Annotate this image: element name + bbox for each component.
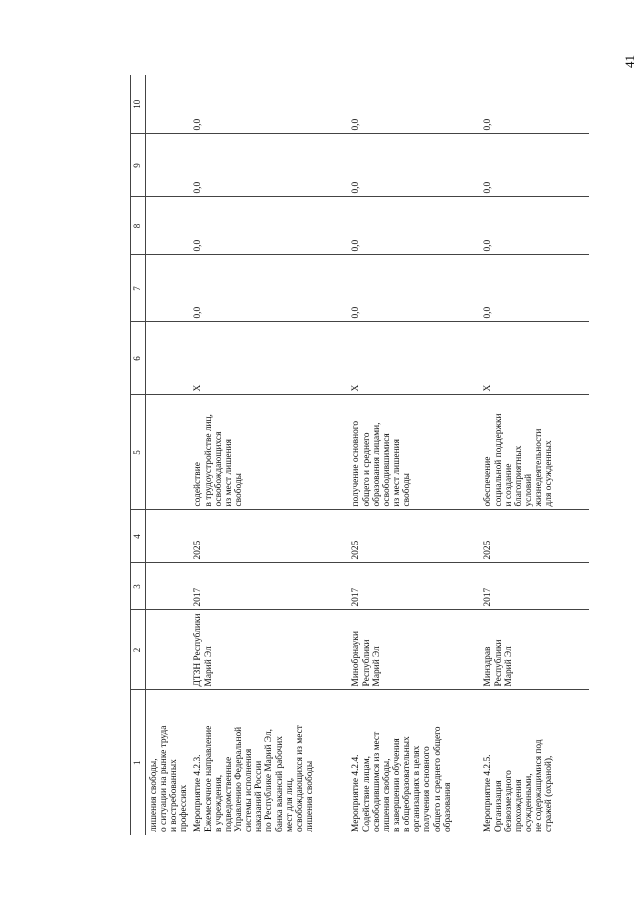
- start-year-cell: [145, 563, 191, 610]
- start-year-cell: 2017: [481, 563, 589, 610]
- funding-cell: 0,0: [191, 197, 349, 255]
- table-row: [349, 75, 481, 835]
- expected-result-cell: получение основного общего и среднего образования лицами, освободившимися из мест лишения свободы: [349, 395, 481, 510]
- header-cell: 7: [131, 255, 146, 322]
- header-cell: 9: [131, 134, 146, 197]
- funding-cell: 0,0: [191, 134, 349, 197]
- funding-cell: [145, 197, 191, 255]
- table-row: [481, 75, 589, 835]
- header-cell: 2: [131, 610, 146, 690]
- rotated-table-sheet: [130, 75, 625, 835]
- expected-result-cell: [145, 395, 191, 510]
- funding-cell: 0,0: [349, 255, 481, 322]
- indicator-cell: Х: [191, 322, 349, 395]
- end-year-cell: [145, 510, 191, 563]
- executor-cell: Минздрав Республики Марий Эл: [481, 610, 589, 690]
- indicator-cell: Х: [481, 322, 589, 395]
- end-year-cell: 2025: [349, 510, 481, 563]
- table-row: [191, 75, 349, 835]
- activity-description: Мероприятие 4.2.5. Организация безвозмездного прохождения осужденными, не содержащимися под стражей (охраной),: [483, 739, 555, 832]
- table-header-row: [131, 75, 146, 835]
- funding-cell: 0,0: [481, 75, 589, 134]
- executor-cell: Минобрнауки Республики Марий Эл: [349, 610, 481, 690]
- header-cell: 3: [131, 563, 146, 610]
- funding-cell: 0,0: [191, 75, 349, 134]
- header-cell: 10: [131, 75, 146, 134]
- funding-cell: 0,0: [191, 255, 349, 322]
- expected-result-cell: содействие в трудоустройстве лиц, освобождающихся из мест лишения свободы: [191, 395, 349, 510]
- activity-description: Мероприятие 4.2.4. Содействие лицам, освободившимся из мест лишения свободы, в завершении обучения в общеобразовательных организациях в целях получения основного общего и среднего общего образования: [351, 726, 453, 832]
- start-year-cell: 2017: [191, 563, 349, 610]
- header-cell: 5: [131, 395, 146, 510]
- funding-cell: [145, 134, 191, 197]
- page-number: 41: [622, 55, 637, 68]
- funding-cell: 0,0: [349, 75, 481, 134]
- funding-cell: 0,0: [349, 197, 481, 255]
- funding-cell: 0,0: [481, 197, 589, 255]
- activity-description: лишения свободы, о ситуации на рынке труда и востребованных профессиях: [148, 725, 190, 832]
- header-cell: 8: [131, 197, 146, 255]
- funding-cell: [145, 75, 191, 134]
- end-year-cell: 2025: [481, 510, 589, 563]
- header-cell: 4: [131, 510, 146, 563]
- start-year-cell: 2017: [349, 563, 481, 610]
- executor-cell: [145, 610, 191, 690]
- funding-cell: 0,0: [349, 134, 481, 197]
- funding-cell: [145, 255, 191, 322]
- indicator-cell: [145, 322, 191, 395]
- executor-cell: ДТЗН Республики Марий Эл: [191, 610, 349, 690]
- end-year-cell: 2025: [191, 510, 349, 563]
- funding-cell: 0,0: [481, 255, 589, 322]
- table-row: [145, 75, 191, 835]
- program-activities-table: [130, 75, 589, 835]
- activity-description: Мероприятие 4.2.3. Ежемесячное направление в учреждения, подведомственные Управлению Федеральной системы исполнения наказаний России по Республике Марий Эл, банка вакансий рабочих мест для лиц, освобождающихся из мест лишения свободы: [193, 725, 316, 832]
- indicator-cell: Х: [349, 322, 481, 395]
- header-cell: 1: [131, 690, 146, 835]
- expected-result-cell: обеспечение социальной поддержки и создание благоприятных условий жизнедеятельности для осужденных: [481, 395, 589, 510]
- funding-cell: 0,0: [481, 134, 589, 197]
- header-cell: 6: [131, 322, 146, 395]
